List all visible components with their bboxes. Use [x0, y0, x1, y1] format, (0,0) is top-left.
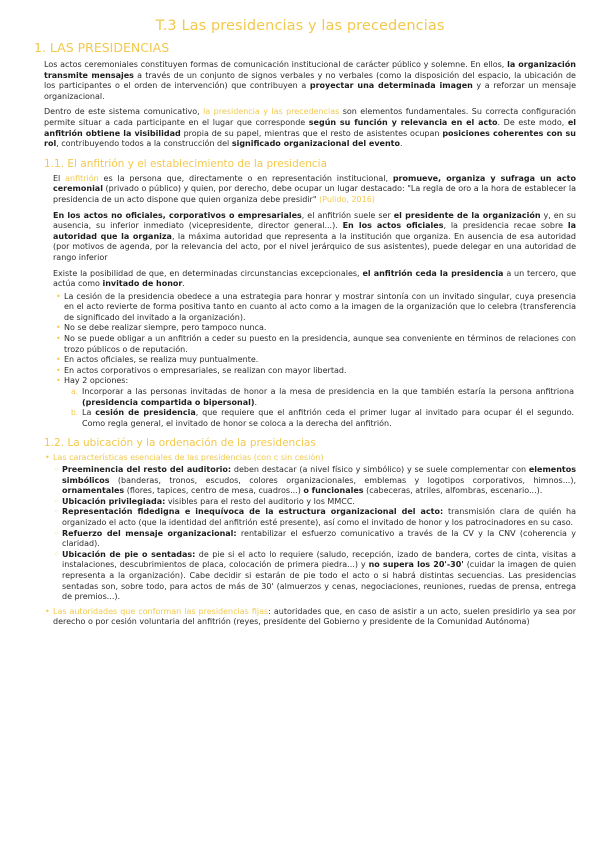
list-item [56, 365, 576, 377]
bold-run: proyectar una determinada imagen [309, 81, 473, 91]
bullet-dot-icon: ◦ [54, 528, 59, 538]
bullet-dot-icon: • [45, 453, 50, 463]
options-list [64, 387, 576, 429]
bold-run: significado organizacional del evento [231, 139, 400, 149]
features-list [22, 465, 578, 603]
feature-item [54, 528, 576, 550]
bold-run: cesión de presidencia [95, 408, 196, 418]
anfitrion-paragraph-2 [53, 211, 576, 264]
list-item-text: Hay 2 opciones: [64, 376, 129, 386]
bullet-dot-icon: • [56, 365, 61, 375]
list-item-text: En actos oficiales, se realiza muy puntualmente. [64, 355, 259, 365]
feature-item [54, 507, 577, 528]
bullet-dot-icon: ◦ [54, 549, 59, 559]
bullet-dot-icon: ◦ [54, 507, 59, 517]
option-marker: b. [71, 408, 79, 418]
text-run: . De este modo, [497, 117, 568, 127]
bullet-dot-icon: ◦ [54, 496, 59, 506]
feature-item [54, 549, 577, 603]
authorities-item [45, 606, 576, 628]
list-item-text: No se debe realizar siempre, pero tampoco nunca. [64, 323, 267, 333]
citation: (Pulido, 2016) [319, 194, 375, 204]
bullet-dot-icon: • [56, 355, 61, 365]
bold-run: el anfitrión obtiene la visibilidad [44, 117, 577, 138]
list-item [56, 291, 576, 324]
text-run: Dentro de este sistema comunicativo, [44, 107, 204, 117]
bullet-dot-icon: • [56, 291, 61, 301]
text-run: , la máxima autoridad que representa a la institución que organiza. En ausencia de esa autoridad (por motivos de agenda, por la relevancia del acto, por el nivel jerárquico de sus asistentes), puede delegar en una autoridad de rango inferior [53, 231, 576, 262]
bold-run: el anfitrión ceda la presidencia [362, 268, 504, 278]
text-run: . [182, 279, 185, 289]
bold-run: la autoridad que la organiza [53, 221, 576, 241]
text-run: Incorporar a las personas invitadas de honor a la mesa de presidencia en la que también estaría la persona anfitriona [82, 387, 574, 397]
subsection-heading-anfitrion: 1.1. El anfitrión y el establecimiento de la presidencia [44, 157, 328, 170]
feature-item [54, 465, 576, 497]
features-heading [45, 453, 578, 464]
text-run: El [53, 173, 66, 183]
text-run: es la persona que, directamente o en representación institucional, [98, 173, 393, 183]
text-run: , el anfitrión suele ser [301, 210, 394, 220]
text-run: a un tercero, que actúa como [53, 268, 577, 289]
bold-run: (presidencia compartida o bipersonal) [82, 397, 255, 407]
document-title: T.3 Las presidencias y las precedencias [155, 18, 445, 34]
bold-run: según su función y relevancia en el acto [308, 117, 498, 127]
quote-run: "La regla de oro a la hora de establecer la presidencia de un acto dispone que quien organiza debe presidir" [53, 184, 576, 204]
text-run: : autoridades que, en caso de asistir a un acto, suelen presidirlo ya sea por derecho o por cesión voluntaria del anfitrión (reyes, presidente del Gobierno y presidente de la Comunidad Autónoma) [53, 606, 576, 627]
text-run: a través de un conjunto de signos verbales y no verbales (como la disposición del espacio, la ubicación de los participantes o el orden de intervención) que contribuyen a [44, 70, 576, 91]
bold-run: Ubicación de pie o sentadas: [62, 549, 196, 559]
bold-run: ornamentales [62, 486, 125, 496]
intro-paragraph-2 [44, 107, 576, 149]
bold-run: no supera los 20'-30' [368, 560, 464, 570]
bullet-dot-icon: ◦ [54, 465, 59, 474]
cesion-bullet-list [22, 292, 578, 430]
list-item-text: No se puede obligar a un anfitrión a ceder su puesto en la presidencia, aunque sea conveniente en términos de relaciones con trozo públicos o de reputación. [64, 334, 576, 354]
bullet-dot-icon: • [45, 606, 50, 616]
bold-run: el presidente de la organización [393, 210, 541, 220]
highlight-run: Las autoridades que conforman las presidencias fijas [53, 606, 269, 616]
list-item-text: La cesión de la presidencia obedece a una estrategia para honrar y mostrar sintonía con un invitado singular, cuya presencia en el acto revierte de forma positiva tanto en cuanto al acto como a la imagen de la organización que lo celebra (transferencia de significado del invitado a la organización). [64, 291, 576, 322]
text-run: transmisión clara de quién ha organizado el acto (que la identidad del anfitrión esté presente), así como el invitado de honor y los patrocinadores en su caso. [62, 507, 577, 527]
intro-paragraph-1 [44, 60, 576, 102]
text-run: . [254, 397, 258, 407]
bold-run: o funcionales [303, 486, 364, 496]
section-heading-presidencias: 1. LAS PRESIDENCIAS [34, 40, 170, 55]
text-run: La [82, 408, 96, 418]
text-run: (flores, tapices, centro de mesa, cuadros...) [124, 486, 304, 496]
text-run: (banderas, tronos, escudos, colores organizacionales, emblemas y logotipos corporativos, himnos...), [109, 475, 576, 485]
subsection-heading-ubicacion: 1.2. La ubicación y la ordenación de la presidencias [44, 437, 316, 450]
feature-item [54, 496, 576, 508]
text-run: son elementos fundamentales. Su correcta configuración permite situar a cada participante en el lugar que corresponde [44, 107, 576, 127]
note-run: (con c sin cesión) [251, 453, 324, 463]
option-marker: a. [71, 387, 78, 397]
list-item [56, 376, 576, 429]
anfitrion-paragraph-1 [53, 174, 576, 206]
bullet-dot-icon: • [56, 323, 61, 333]
bold-run: Ubicación privilegiada: [62, 496, 166, 506]
option-item [71, 387, 574, 408]
bold-run: Refuerzo del mensaje organizacional: [62, 528, 237, 538]
bold-run: Preeminencia del resto del auditorio: [62, 465, 232, 474]
text-run: rentabilizar el esfuerzo comunicativo a través de la CV y la CNV (coherencia y claridad). [62, 528, 576, 549]
text-run: (privado o público) y quien, por derecho, debe ocupar un lugar destacado: [102, 184, 408, 194]
text-run: Los actos ceremoniales constituyen formas de comunicación institucional de carácter público y solemne. En ellos, [44, 60, 508, 69]
text-run: y, en su ausencia, su inferior inmediato (vicepresidente, director general...). [53, 210, 576, 231]
bold-run: Representación fidedigna e inequívoca de la estructura organizacional del acto: [62, 507, 444, 517]
text-run: , la presidencia recae sobre [443, 221, 568, 231]
text-run: , contribuyendo todos a la construcción del [56, 139, 232, 149]
bold-run: elementos simbólicos [62, 465, 576, 485]
bold-run: posiciones coherentes con su rol [44, 128, 576, 149]
bold-run: En los actos no oficiales, corporativos o empresariales [53, 210, 302, 220]
highlight-run: Las características esenciales de las presidencias [53, 453, 252, 463]
text-run: deben destacar (a nivel físico y simbólico) y se suele complementar con [231, 465, 529, 474]
option-item [71, 408, 574, 429]
text-run: Existe la posibilidad de que, en determinadas circunstancias excepcionales, [53, 268, 363, 278]
list-item-text: En actos corporativos o empresariales, se realizan con mayor libertad. [64, 365, 347, 375]
list-item [56, 334, 576, 355]
text-run: . [400, 139, 403, 149]
text-run: visibles para el resto del auditorio y los MMCC. [165, 496, 355, 506]
highlight-run: la presidencia y las precedencias [203, 107, 340, 117]
list-item [56, 323, 576, 334]
text-run: propia de su papel, mientras que el resto de asistentes ocupan [180, 128, 443, 138]
bold-run: invitado de honor [102, 279, 183, 289]
bullet-dot-icon: • [56, 334, 61, 344]
bold-run: promueve, organiza y sufraga un acto ceremonial [53, 173, 576, 194]
list-item [56, 355, 576, 366]
text-run: y a reforzar un mensaje organizacional. [44, 81, 576, 101]
bold-run: En los actos oficiales [342, 221, 444, 231]
bold-run: la organización transmite mensajes [44, 60, 576, 80]
text-run: (cuidar la imagen de quien representa a la organización). Cabe decidir si estarán de pie todo el acto o si habrá distintas secuencias. Las presidencias sentadas son, sobre todo, para actos de más de 30' (almuerzos y cenas, negociaciones, reuniones, ruedas de prensa, entrega de premios...). [62, 560, 577, 602]
text-run: (cabeceras, atriles, alfombras, escenario...). [363, 486, 543, 496]
text-run: , que requiere que el anfitrión ceda el primer lugar al invitado para ocupar él el segundo. Como regla general, el invitado de honor se coloca a la derecha del anfitrión. [82, 408, 574, 428]
bullet-dot-icon: • [56, 376, 61, 386]
text-run: de pie si el acto lo requiere (saludo, recepción, izado de bandera, cortes de cinta, visitas a instalaciones, descubrimientos de placa, colocación de primera piedra...) y [62, 549, 576, 570]
anfitrion-paragraph-3 [53, 269, 576, 290]
highlight-run: anfitrión [65, 173, 99, 183]
